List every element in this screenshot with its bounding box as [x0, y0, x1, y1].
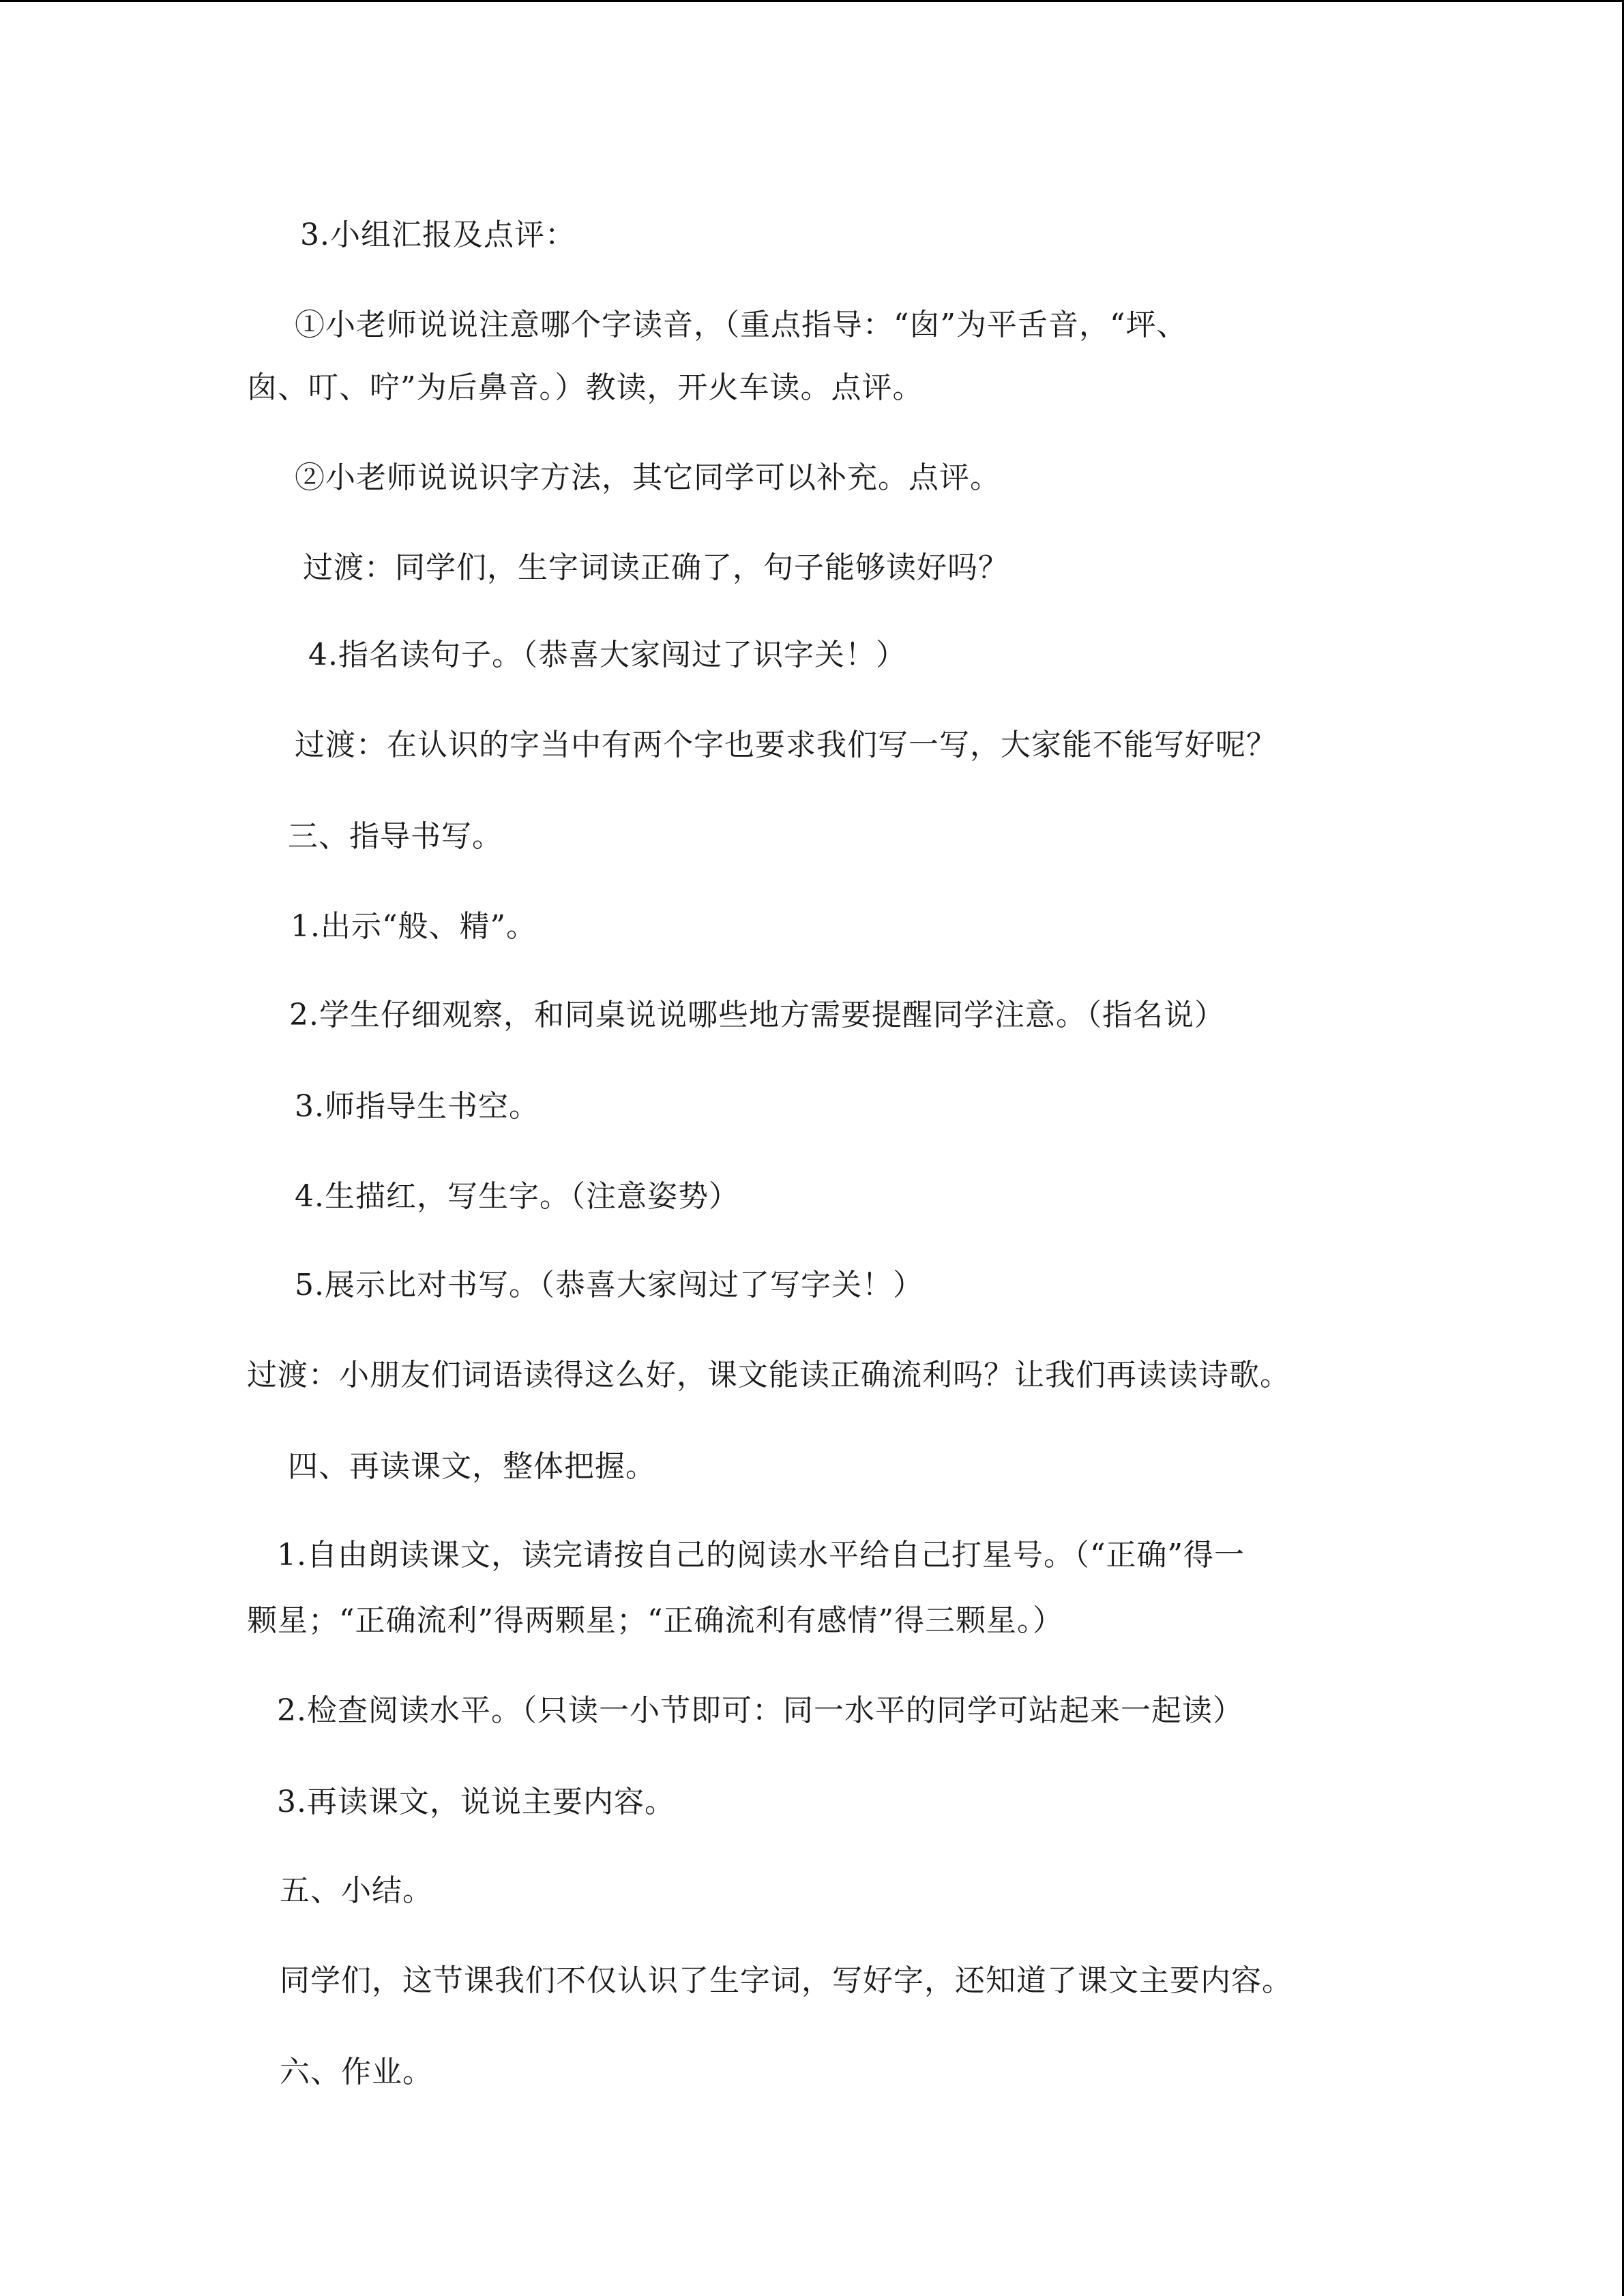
section-heading-summary: 五、小结。 [280, 1873, 433, 1908]
paragraph-pronunciation-2: 囱、叮、咛”为后鼻音。）教读，开火车读。点评。 [247, 370, 924, 405]
paragraph-step-2: 2.学生仔细观察，和同桌说说哪些地方需要提醒同学注意。（指名说） [289, 998, 1225, 1032]
paragraph-read-sentences: 4.指名读句子。（恭喜大家闯过了识字关！） [308, 638, 906, 672]
section-heading-writing: 三、指导书写。 [288, 819, 503, 854]
section-heading-homework: 六、作业。 [280, 2055, 433, 2089]
paragraph-step-3: 3.师指导生书空。 [295, 1089, 540, 1124]
paragraph-transition-1: 过渡：同学们，生字词读正确了，句子能够读好吗？ [303, 550, 1009, 585]
paragraph-transition-2: 过渡：在认识的字当中有两个字也要求我们写一写，大家能不能写好呢？ [295, 728, 1277, 762]
paragraph-step-5: 5.展示比对书写。（恭喜大家闯过了写字关！） [295, 1268, 924, 1302]
paragraph-transition-3: 过渡：小朋友们词语读得这么好，课文能读正确流利吗？让我们再读读诗歌。 [247, 1358, 1290, 1392]
paragraph-free-reading-1: 1.自由朗读课文，读完请按自己的阅读水平给自己打星号。（“正确”得一 [277, 1538, 1245, 1572]
paragraph-main-content: 3.再读课文，说说主要内容。 [277, 1785, 675, 1819]
paragraph-pronunciation-1: ①小老师说说注意哪个字读音，（重点指导：“囱”为平舌音，“坪、 [295, 308, 1187, 342]
paragraph-check-reading: 2.检查阅读水平。（只读一小节即可：同一水平的同学可站起来一起读） [277, 1693, 1243, 1728]
paragraph-free-reading-2: 颗星；“正确流利”得两颗星；“正确流利有感情”得三颗星。） [247, 1603, 1063, 1638]
paragraph-step-4: 4.生描红，写生字。（注意姿势） [295, 1179, 739, 1214]
paragraph-summary: 同学们，这节课我们不仅认识了生字词，写好字，还知道了课文主要内容。 [280, 1963, 1293, 1998]
paragraph-step-1: 1.出示“般、精”。 [291, 909, 537, 944]
paragraph-literacy-method: ②小老师说说识字方法，其它同学可以补充。点评。 [295, 460, 1001, 495]
paragraph-group-report: 3.小组汇报及点评： [300, 218, 576, 252]
section-heading-reread: 四、再读课文，整体把握。 [288, 1449, 656, 1484]
